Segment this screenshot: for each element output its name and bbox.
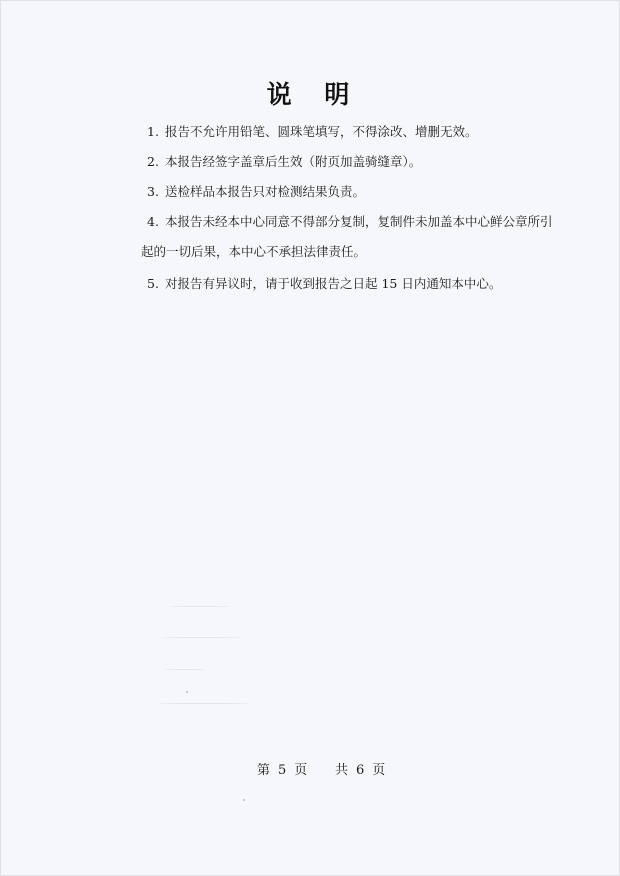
total-pages-label bbox=[335, 759, 385, 778]
bleed-mark bbox=[186, 691, 188, 693]
note-text: 本报告未经本中心同意不得部分复制，复制件未加盖本中心鲜公章所引 bbox=[165, 214, 553, 229]
note-item-5 bbox=[147, 274, 567, 294]
bleed-mark bbox=[169, 606, 229, 607]
bleed-mark bbox=[243, 799, 245, 801]
note-item-3 bbox=[147, 182, 567, 202]
note-item-2 bbox=[147, 152, 567, 172]
total-pages: 6 bbox=[356, 763, 365, 778]
bleed-mark bbox=[159, 703, 249, 704]
bleed-mark bbox=[161, 637, 241, 638]
page-suffix: 页 bbox=[294, 763, 308, 778]
note-number: 2. bbox=[147, 154, 159, 169]
notes-list bbox=[141, 122, 567, 304]
note-text: 本报告经签字盖章后生效（附页加盖骑缝章）。 bbox=[165, 154, 422, 169]
note-item-4-continuation bbox=[141, 242, 567, 262]
note-number: 3. bbox=[147, 184, 159, 199]
bleed-mark bbox=[165, 669, 205, 670]
note-number: 1. bbox=[147, 124, 159, 139]
note-text: 送检样品本报告只对检测结果负责。 bbox=[165, 184, 366, 199]
note-number: 4. bbox=[147, 214, 159, 229]
note-number: 5. bbox=[147, 276, 159, 291]
page-number: 5 bbox=[278, 763, 287, 778]
note-text-continuation: 起的一切后果，本中心不承担法律责任。 bbox=[141, 244, 367, 259]
note-item-4 bbox=[147, 212, 567, 232]
note-text: 对报告有异议时，请于收到报告之日起 15 日内通知本中心。 bbox=[165, 276, 502, 291]
total-prefix: 共 bbox=[335, 763, 349, 778]
total-suffix: 页 bbox=[372, 763, 386, 778]
page-title: 说 明 bbox=[266, 80, 362, 109]
note-text: 报告不允许用铅笔、圆珠笔填写，不得涂改、增删无效。 bbox=[165, 124, 478, 139]
page-prefix: 第 bbox=[257, 763, 271, 778]
note-item-1 bbox=[147, 122, 567, 142]
page-number-label bbox=[257, 759, 307, 778]
